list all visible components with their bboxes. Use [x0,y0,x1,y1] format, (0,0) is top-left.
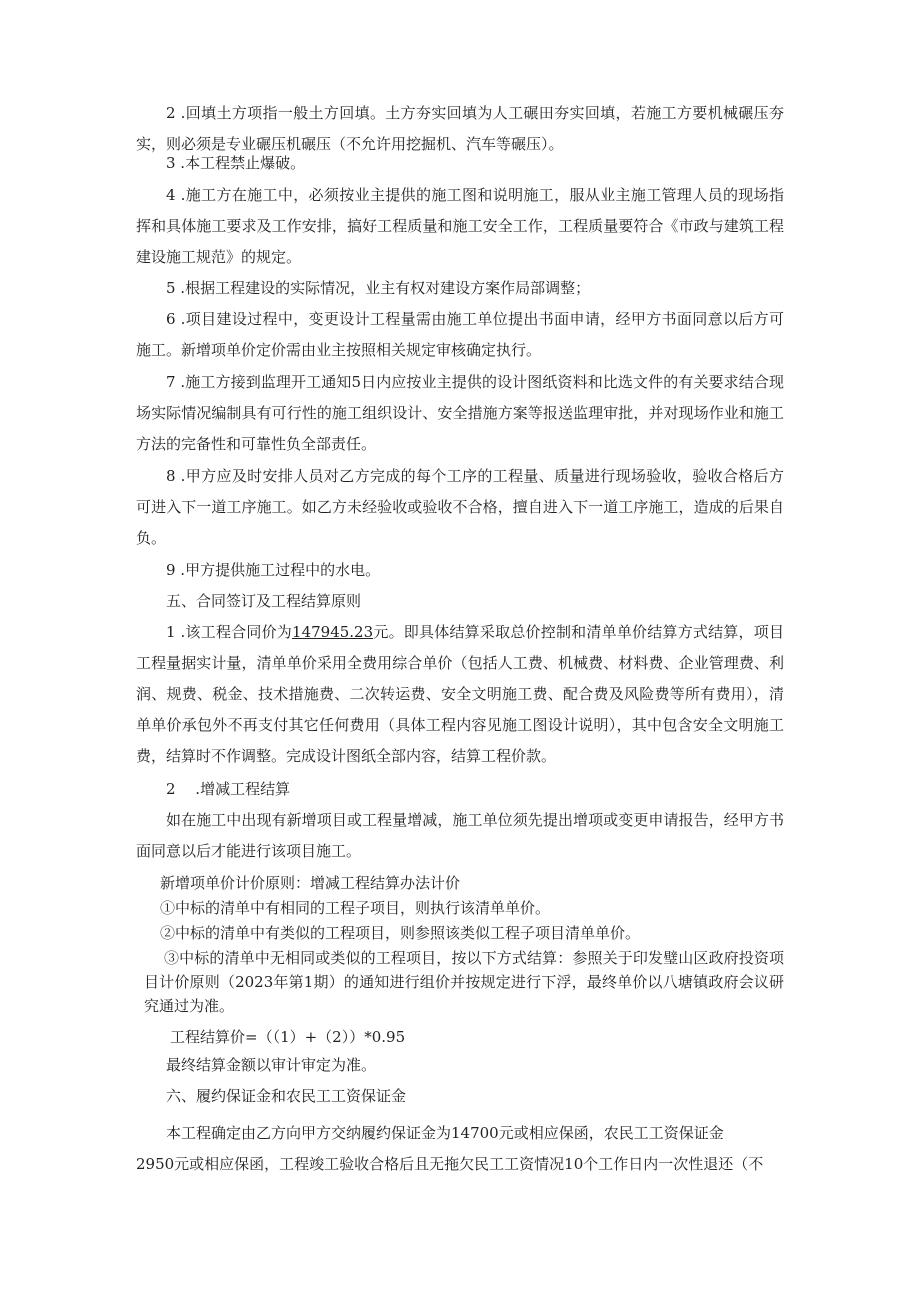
settlement-formula: 工程结算价=（（1）+（2））*0.95 [170,1028,406,1046]
pricing-rule-title: 新增项单价计价原则：增减工程结算办法计价 [160,874,461,892]
clause-4-construction: 4 .施工方在施工中，必须按业主提供的施工图和说明施工，服从业主施工管理人员的现场指挥和具体施工要求及工作安排，搞好工程质量和施工安全工作，工程质量要符合《市政与建筑工程建设施工规范》的规定。 [136,186,784,266]
deposit-line-2: 2950元或相应保函，工程竣工验收合格后且无拖欠民工工资情况10个工作日内一次性退还（不 [136,1155,764,1173]
clause-2-backfill: 2 .回填土方项指一般土方回填。土方夯实回填为人工碾田夯实回填，若施工方要机械碾压夯实，则必须是专业碾压机碾压（不允许用挖掘机、汽车等碾压）。 [136,104,784,153]
pricing-rule-1: ①中标的清单中有相同的工程子项目，则执行该清单单价。 [160,899,551,917]
contract-price-body: 元。即具体结算采取总价控制和清单单价结算方式结算，项目工程量据实计量，清单单价采用全费用综合单价（包括人工费、机械费、材料费、企业管理费、利润、规费、税金、技术措施费、二次转运费、安全文明施工费、配合费及风险费等所有费用），清单单价承包外不再支付其它任何费用（具体工程内容见施工图设计说明），其中包含安全文明施工费，结算时不作调整。完成设计图纸全部内容，结算工程价款。 [136,623,784,765]
clause-3-no-blasting: 3 .本工程禁止爆破。 [166,154,306,172]
pricing-rule-3: ③中标的清单中无相同或类似的工程项目，按以下方式结算：参照关于印发璧山区政府投资项目计价原则（2023年第1期）的通知进行组价并按规定进行下浮，最终单价以八塘镇政府会议研究通过为准。 [144,949,784,1015]
section-6-heading: 六、履约保证金和农民工工资保证金 [166,1087,407,1105]
clause-9-utilities: 9 .甲方提供施工过程中的水电。 [166,561,381,579]
clause-5-adjustment: 5 .根据工程建设的实际情况，业主有权对建设方案作局部调整； [166,279,591,297]
contract-price-lead: 1 .该工程合同价为 [166,623,293,641]
section-5-heading: 五、合同签订及工程结算原则 [166,592,362,610]
clause-2-change-settlement: 2 .增减工程结算 [166,780,291,798]
final-settlement-note: 最终结算金额以审计审定为准。 [166,1056,377,1074]
pricing-rule-2: ②中标的清单中有类似的工程项目，则参照该类似工程子项目清单单价。 [160,924,641,942]
contract-price-amount: 147945.23 [292,623,374,641]
clause-1-contract-price [136,617,784,772]
deposit-line-1: 本工程确定由乙方向甲方交纳履约保证金为14700元或相应保函，农民工工资保证金 [166,1124,724,1142]
clause-7-organization: 7 .施工方接到监理开工通知5日内应按业主提供的设计图纸资料和比选文件的有关要求结合现场实际情况编制具有可行性的施工组织设计、安全措施方案等报送监理审批，并对现场作业和施工方法的完备性和可靠性负全部责任。 [136,373,784,453]
change-settlement-body: 如在施工中出现有新增项目或工程量增减，施工单位须先提出增项或变更申请报告，经甲方书面同意以后才能进行该项目施工。 [136,811,784,860]
clause-8-acceptance: 8 .甲方应及时安排人员对乙方完成的每个工序的工程量、质量进行现场验收，验收合格后方可进入下一道工序施工。如乙方未经验收或验收不合格，擅自进入下一道工序施工，造成的后果自负。 [136,467,784,547]
clause-6-design-change: 6 .项目建设过程中，变更设计工程量需由施工单位提出书面申请，经甲方书面同意以后方可施工。新增项单价定价需由业主按照相关规定审核确定执行。 [136,310,784,359]
